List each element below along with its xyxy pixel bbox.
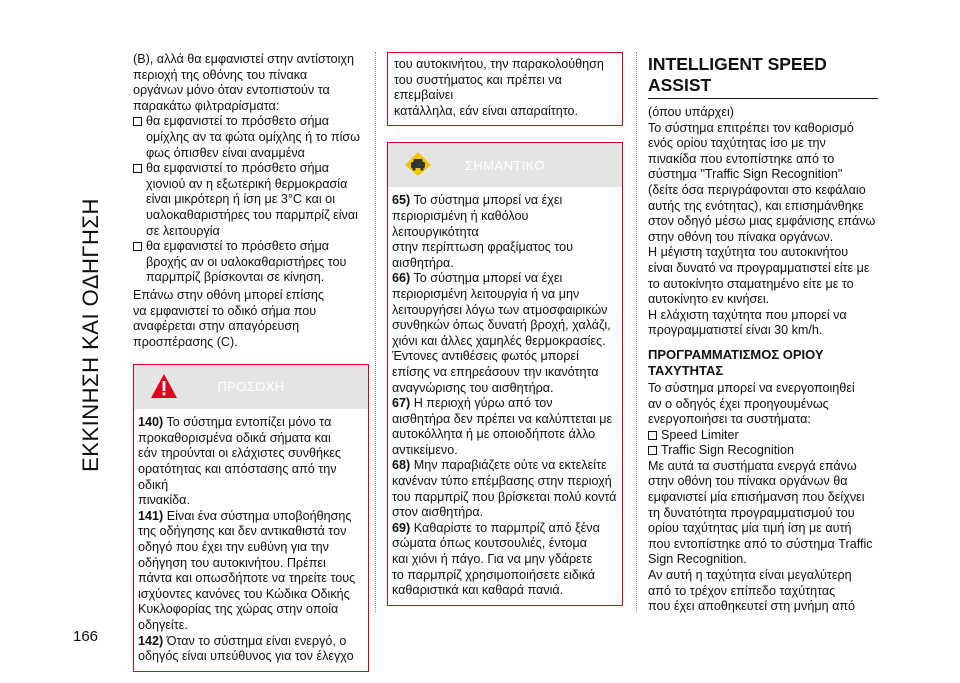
section-intro: (όπου υπάρχει) Το σύστημα επιτρέπει τον καθορισμό ενός ορίου ταχύτητας ίσο με την πινακίδα που εντοπίστηκε από το σύστημα "Traffic Sign Recognition" (δείτε όσα περιγράφονται στο κεφάλαιο αυτής της ενότητας), και επισημάνθηκε στον οδηγό μέσω μιας εμφάνισης επάνω στην οθόνη του πίνακα οργάνων. Η μέγιστη ταχύτητα του αυτοκινήτου είναι δυνατό να προγραμματιστεί είτε με το αυτοκίνητο σταματημένο είτε με το αυτοκίνητο εν κινήσει. Η ελάχιστη ταχύτητα που μπορεί να προγραμματιστεί είναι 30 km/h.: [648, 105, 876, 338]
subsection-body: Με αυτά τα συστήματα ενεργά επάνω στην οθόνη του πίνακα οργάνων θα εμφανιστεί μία επισήμανση που δείχνει τη δυνατότητα προγραμματισμού του ορίου ταχύτητας μία τιμή ίση με αυτή που εντοπίστηκε από το σύστημα Traffic Sign Recognition. Αν αυτή η ταχύτητα είναι μεγαλύτερη από το τρέχον επίπεδο ταχύτητας που έχει αποθηκευτεί στη μνήμη από: [648, 458, 873, 614]
note-140: 140) Το σύστημα εντοπίζει μόνο τα προκαθορισμένα οδικά σήματα και εάν τηρούνται οι ελάχιστες συνθήκες ορατότητας και απόστασης από την οδική πινακίδα.: [138, 415, 341, 508]
column-middle: [387, 52, 623, 606]
checkbox-bullet-icon: [648, 431, 657, 440]
note-142: 142) Όταν το σύστημα είναι ενεργό, ο οδηγός είναι υπεύθυνος για τον έλεγχο: [138, 633, 354, 664]
section-heading: INTELLIGENT SPEED ASSIST: [648, 54, 827, 95]
important-box: [387, 142, 623, 605]
car-wrench-icon: [404, 151, 432, 177]
subsection-intro: Το σύστημα μπορεί να ενεργοποιηθεί αν ο οδηγός έχει προηγουμένως ενεργοποιήσει τα συστήματα:: [648, 380, 855, 427]
checkbox-bullet-icon: [648, 446, 657, 455]
warning-label: ΠΡΟΣΟΧΗ: [217, 379, 285, 395]
checkbox-bullet-icon: [133, 164, 142, 173]
important-label: ΣΗΜΑΝΤΙΚΟ: [465, 157, 545, 173]
column-right: [648, 52, 878, 615]
bullet-fog: θα εμφανιστεί το πρόσθετο σήμα ομίχλης αν τα φώτα ομίχλης ή το πίσω φως όπισθεν είναι αναμμένα: [133, 114, 369, 161]
bullet-snow: θα εμφανιστεί το πρόσθετο σήμα χιονιού αν η εξωτερική θερμοκρασία είναι μικρότερη ή ίση με 3°C και οι υαλοκαθαριστήρες του παρμπρίζ είναι σε λειτουργία: [133, 161, 369, 239]
bullet-rain: θα εμφανιστεί το πρόσθετο σήμα βροχής αν οι υαλοκαθαριστήρες του παρμπρίζ βρίσκονται σε κίνηση.: [133, 239, 369, 286]
intro-paragraph: (B), αλλά θα εμφανιστεί στην αντίστοιχη περιοχή της οθόνης του πίνακα οργάνων μόνο όταν εντοπιστούν τα παρακάτω φιλτραρίσματα:: [133, 52, 354, 113]
note-142-continued: του αυτοκινήτου, την παρακολούθηση του συστήματος και πρέπει να επεμβαίνει κατάλληλα, εάν είναι απαραίτητο.: [387, 52, 623, 126]
outro-paragraph: Επάνω στην οθόνη μπορεί επίσης να εμφανιστεί το οδικό σήμα που αναφέρεται στην απαγόρευση προσπέρασης (C).: [133, 287, 324, 349]
warning-header: [134, 365, 368, 409]
bullet-speed-limiter: Speed Limiter: [648, 428, 878, 444]
note-67: 67) Η περιοχή γύρω από τον αισθητήρα δεν πρέπει να καλύπτεται με αυτοκόλλητα ή με οποιοδήποτε άλλο αντικείμενο.: [392, 396, 613, 457]
checkbox-bullet-icon: [133, 242, 142, 251]
column-divider: [375, 52, 376, 612]
bullet-traffic-sign: Traffic Sign Recognition: [648, 443, 878, 459]
note-65: 65) Το σύστημα μπορεί να έχει περιορισμένη ή καθόλου λειτουργικότητα στην περίπτωση φραξίματος του αισθητήρα.: [392, 193, 574, 270]
column-divider: [636, 52, 637, 612]
side-title: ΕΚΚΙΝΗΣΗ ΚΑΙ ΟΔΗΓΗΣΗ: [78, 198, 103, 472]
note-141: 141) Είναι ένα σύστημα υποβοήθησης της οδήγησης και δεν αντικαθιστά τον οδηγό που έχει την ευθύνη για την οδήγηση του αυτοκινήτου. Πρέπει πάντα και οπωσδήποτε να τηρείτε τους ισχύοντες κανόνες του Κώδικα Οδικής Κυκλοφορίας της χώρας στην οποία οδηγείτε.: [138, 508, 356, 632]
subsection-heading: ΠΡΟΓΡΑΜΜΑΤΙΣΜΟΣ ΟΡΙΟΥ ΤΑΧΥΤΗΤΑΣ: [648, 346, 824, 378]
note-68: 68) Μην παραβιάζετε ούτε να εκτελείτε κανέναν τύπο επέμβασης στην περιοχή του παρμπρίζ που βρίσκεται πολύ κοντά στον αισθητήρα.: [392, 458, 617, 520]
warning-triangle-icon: [150, 373, 178, 399]
checkbox-bullet-icon: [133, 117, 142, 126]
heading-rule: [648, 98, 878, 99]
important-header: [388, 143, 622, 187]
page-number: 166: [73, 628, 99, 645]
warning-box: [133, 364, 369, 672]
note-69: 69) Καθαρίστε το παρμπρίζ από ξένα σώματα όπως κουτσουλιές, έντομα και χιόνι ή πάγο. Για να μην γδάρετε το παρμπρίζ χρησιμοποιήσετε ειδικά καθαριστικά και καθαρά πανιά.: [392, 520, 600, 598]
column-left: [133, 52, 369, 672]
note-66: 66) Το σύστημα μπορεί να έχει περιορισμένη λειτουργία ή να μην λειτουργήσει λόγω των ατμοσφαιρικών συνθηκών όπως δυνατή βροχή, χαλάζι, χιόνι και άλλες χαμηλές θερμοκρασίες. Έντονες αντιθέσεις φωτός μπορεί επίσης να επηρεάσουν την ικανότητα αναγνώρισης του αισθητήρα.: [392, 271, 611, 395]
